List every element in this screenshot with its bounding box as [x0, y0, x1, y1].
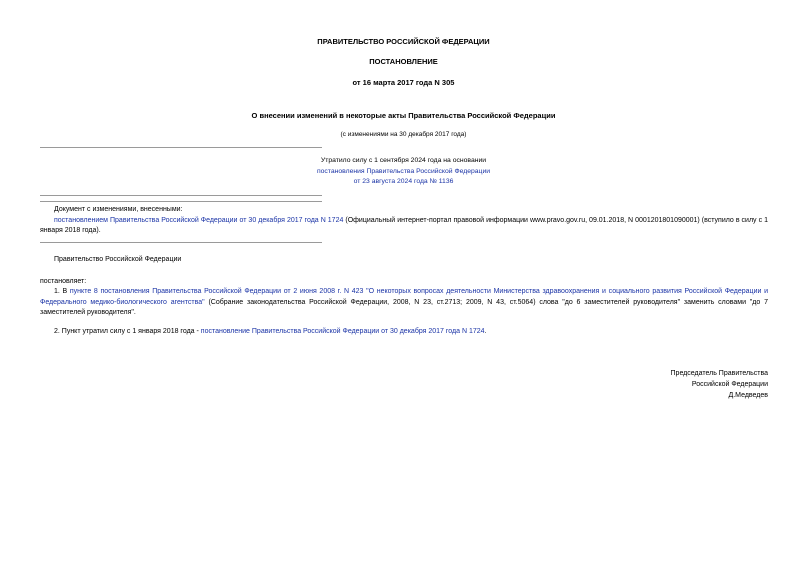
item-2-link[interactable]: постановление Правительства Российской Федерации от 30 декабря 2017 года N 1724 — [200, 328, 485, 335]
signature-name: Д.Медведев — [728, 391, 768, 399]
item-1-prefix: 1. В — [54, 288, 70, 295]
government-heading: ПРАВИТЕЛЬСТВО РОССИЙСКОЙ ФЕДЕРАЦИИ — [317, 37, 490, 46]
divider — [40, 242, 322, 243]
item-1 — [40, 287, 768, 319]
expiry-notice — [0, 156, 807, 188]
revision-note: (с изменениями на 30 декабря 2017 года) — [340, 131, 467, 138]
item-2-tail: . — [484, 328, 487, 335]
signature-position: Председатель Правительства — [670, 370, 768, 377]
item-1-link[interactable]: пункте 8 постановления Правительства Российской Федерации от 2 июня 2008 г. N 423 "О некоторых вопросах деятельности Министерства здравоохранения и социального развития Российской Федерации и Федерального медико-биологического агентства" — [40, 288, 768, 306]
item-2-prefix: 2. Пункт утратил силу с 1 января 2018 года - — [54, 328, 201, 335]
signature-country: Российской Федерации — [691, 380, 768, 388]
issuer: Правительство Российской Федерации — [54, 256, 182, 263]
amendments-tail: (Официальный интернет-портал правовой информации www.pravo.gov.ru, 09.01.2018, N 0001201801090001) (вступило в силу с 1 января 2018 года). — [40, 216, 768, 234]
amendments-intro: Документ с изменениями, внесенными: — [54, 206, 183, 213]
divider — [40, 147, 322, 148]
expiry-link-line2[interactable]: от 23 августа 2024 года № 1136 — [353, 178, 454, 186]
expiry-text: Утратило силу с 1 сентября 2024 года на основании — [320, 157, 487, 164]
document-title: О внесении изменений в некоторые акты Правительства Российской Федерации — [251, 111, 556, 120]
date-number: от 16 марта 2017 года N 305 — [352, 78, 455, 87]
expiry-link-line1[interactable]: постановления Правительства Российской Федерации — [316, 167, 491, 175]
doc-type-heading: ПОСТАНОВЛЕНИЕ — [369, 57, 438, 66]
signature-block — [671, 369, 768, 402]
decrees: постановляет: — [40, 278, 87, 285]
amendments-block — [40, 205, 768, 237]
item-2 — [40, 327, 768, 338]
item-1-tail: (Собрание законодательства Российской Федерации, 2008, N 23, ст.2713; 2009, N 43, ст.5064) слова "до 6 заместителей руководителя" заменить словами "до 7 заместителей руководителя". — [40, 298, 768, 316]
amendments-text — [40, 216, 768, 237]
divider — [40, 195, 322, 196]
amendments-link[interactable]: постановлением Правительства Российской Федерации от 30 декабря 2017 года N 1724 — [54, 216, 344, 224]
divider — [40, 201, 322, 202]
